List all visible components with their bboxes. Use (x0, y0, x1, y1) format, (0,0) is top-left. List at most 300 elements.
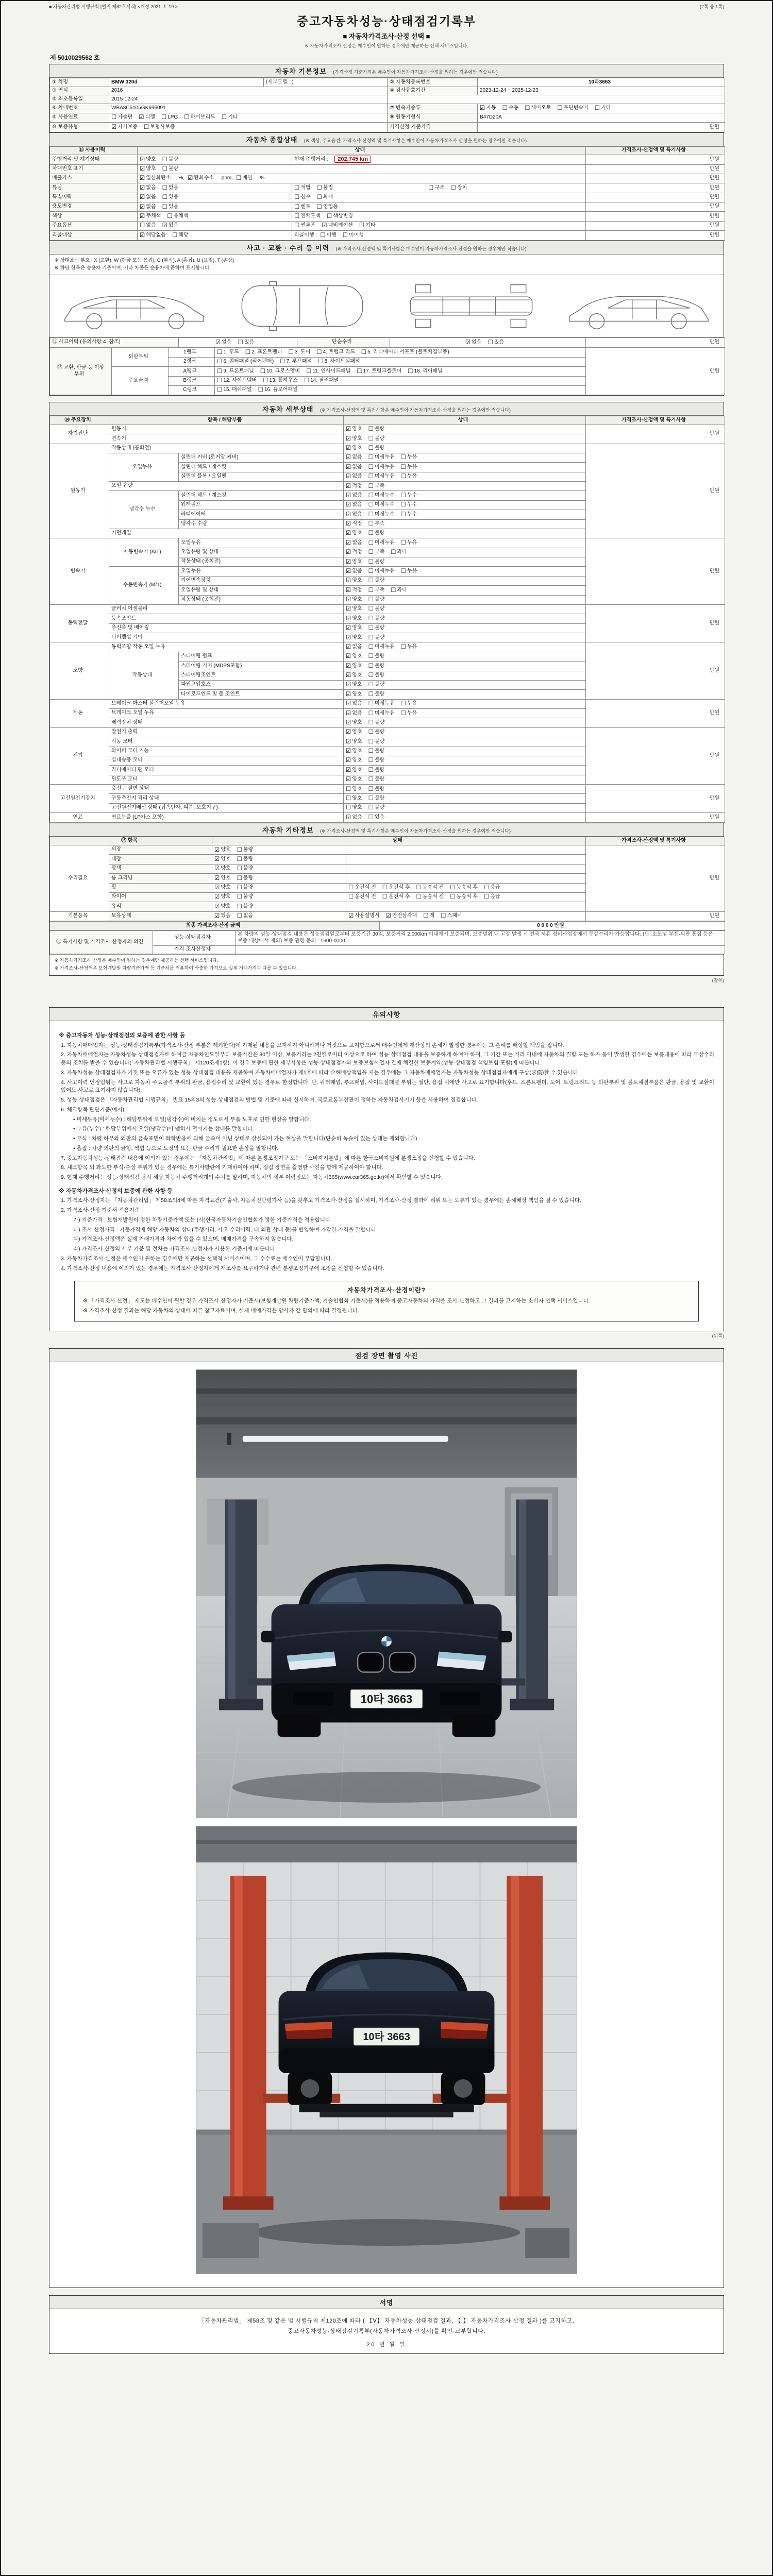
photos-title (49, 1349, 724, 1362)
cell-text: 원동기 (111, 426, 126, 432)
checkbox-unchecked[interactable] (260, 368, 300, 375)
checkbox-checked[interactable] (346, 483, 362, 490)
checkbox-unchecked[interactable] (382, 884, 410, 891)
checkbox-unchecked[interactable] (306, 368, 350, 375)
checkbox-checked[interactable] (386, 912, 417, 920)
form-cell (50, 212, 138, 221)
form-cell (179, 491, 344, 500)
checkbox-unchecked[interactable] (368, 757, 385, 764)
checkbox-checked[interactable] (214, 884, 231, 891)
checkbox-unchecked[interactable] (343, 232, 364, 239)
cell-text: ① 차명 (52, 79, 69, 85)
checkbox-unchecked[interactable] (368, 814, 385, 821)
checkbox-unchecked[interactable] (368, 663, 385, 670)
checkbox-unchecked[interactable] (161, 114, 178, 121)
checkbox-unchecked[interactable] (217, 377, 257, 384)
checkbox-label: 양호 (352, 530, 362, 536)
checkbox-unchecked[interactable] (368, 634, 385, 641)
form-cell (388, 104, 478, 113)
check-cell (344, 595, 586, 604)
note-line: • 흠집 : 차량 외판의 긁힘, 찍힘 등으로 도장막 또는 판금 수리가 필요한 손상을 말합니다. (73, 1145, 279, 1151)
note-line: 2. 가격조사·산정 기준서 적용기준 (61, 1207, 140, 1213)
checkbox-label: 자동 (486, 105, 496, 111)
form-cell (112, 367, 169, 395)
checkbox-checked[interactable] (346, 511, 362, 518)
checkbox-unchecked[interactable] (368, 577, 385, 584)
checkbox-unchecked[interactable] (401, 473, 417, 480)
checkbox-checked[interactable] (346, 549, 362, 556)
checkbox-unchecked[interactable] (525, 105, 551, 112)
checkbox-unchecked[interactable] (258, 386, 298, 394)
checkbox-box-icon: ☑ (346, 748, 351, 754)
checkbox-unchecked[interactable] (263, 377, 298, 384)
cell-text: 룸 크리닝 (111, 875, 133, 881)
checkbox-unchecked[interactable] (428, 184, 445, 192)
car-diagram-underbody-icon (392, 279, 549, 333)
checkbox-unchecked[interactable] (368, 596, 385, 603)
checkbox-checked[interactable] (346, 558, 362, 566)
checkbox-checked[interactable] (140, 194, 156, 201)
checkbox-unchecked[interactable] (401, 501, 417, 509)
checkbox-checked[interactable] (346, 587, 362, 594)
checkbox-unchecked[interactable] (348, 884, 376, 891)
checkbox-box-icon: ☐ (294, 194, 300, 201)
document-subtitle: ■ 자동차가격조사·산정 선택 ■ (343, 32, 430, 40)
checkbox-unchecked[interactable] (401, 454, 417, 461)
checkbox-checked[interactable] (214, 912, 231, 920)
checkbox-checked[interactable] (139, 114, 155, 121)
checkbox-unchecked[interactable] (368, 643, 395, 651)
checkbox-unchecked[interactable] (236, 175, 253, 182)
checkbox-checked[interactable] (346, 643, 362, 651)
checkbox-checked[interactable] (214, 903, 231, 910)
check-cell (344, 709, 586, 718)
checkbox-unchecked[interactable] (368, 473, 395, 480)
checkbox-unchecked[interactable] (368, 492, 395, 499)
checkbox-unchecked[interactable] (401, 539, 417, 547)
checkbox-label: LPG (167, 114, 178, 121)
notice-title-text: 유의사항 (372, 1011, 401, 1019)
checkbox-checked[interactable] (214, 865, 231, 872)
checkbox-checked[interactable] (214, 856, 231, 863)
checkbox-unchecked[interactable] (391, 549, 407, 556)
cell-text: 변속기 (111, 435, 126, 442)
checkbox-unchecked[interactable] (557, 105, 589, 112)
checkbox-unchecked[interactable] (416, 893, 444, 901)
checkbox-unchecked[interactable] (294, 184, 311, 192)
checkbox-checked[interactable] (214, 875, 231, 882)
checkbox-label: 불량 (374, 691, 385, 697)
checkbox-unchecked[interactable] (162, 165, 179, 173)
checkbox-unchecked[interactable] (222, 114, 238, 121)
form-cell (50, 183, 138, 193)
checkbox-unchecked[interactable] (408, 368, 443, 375)
checkbox-checked[interactable] (140, 156, 156, 163)
checkbox-unchecked[interactable] (368, 445, 385, 452)
checkbox-box-icon: ☐ (368, 663, 374, 669)
checkbox-unchecked[interactable] (401, 700, 417, 707)
checkbox-box-icon: ☑ (346, 625, 351, 632)
cell-text: ⑮ 항목 (121, 838, 138, 843)
checkbox-checked[interactable] (188, 175, 214, 182)
checkbox-unchecked[interactable] (294, 222, 315, 229)
checkbox-checked[interactable] (346, 539, 362, 547)
checkbox-checked[interactable] (346, 681, 362, 688)
checkbox-checked[interactable] (140, 175, 171, 182)
photos-title-text: 점검 장면 촬영 사진 (355, 1351, 418, 1360)
checkbox-unchecked[interactable] (401, 643, 417, 651)
checkbox-box-icon: ☐ (245, 349, 251, 355)
checkbox-label: 13. 휠하우스 (269, 378, 298, 383)
inspection-photo-rear (196, 1826, 577, 2274)
checkbox-unchecked[interactable] (368, 719, 385, 726)
checkbox-unchecked[interactable] (368, 728, 385, 736)
cell-text: 자기진단 (68, 431, 88, 437)
checkbox-checked[interactable] (346, 445, 362, 452)
cell-text: ⑩ 보증유형 (52, 124, 78, 130)
checkbox-unchecked[interactable] (423, 912, 434, 920)
checkbox-unchecked[interactable] (441, 912, 462, 920)
checkbox-unchecked[interactable] (368, 530, 385, 537)
form-cell (586, 416, 725, 425)
checkbox-unchecked[interactable] (484, 884, 500, 891)
checkbox-unchecked[interactable] (346, 795, 362, 802)
checkbox-unchecked[interactable] (357, 368, 401, 375)
checkbox-label: 양호 (352, 634, 362, 640)
checkbox-unchecked[interactable] (238, 339, 255, 346)
checkbox-checked[interactable] (140, 184, 156, 192)
checkbox-unchecked[interactable] (317, 194, 333, 201)
checkbox-checked[interactable] (346, 634, 362, 641)
checkbox-unchecked[interactable] (172, 232, 189, 239)
checkbox-unchecked[interactable] (167, 213, 188, 220)
checkbox-unchecked[interactable] (368, 700, 395, 707)
checkbox-checked[interactable] (346, 700, 362, 707)
checkbox-checked[interactable] (465, 339, 482, 346)
checkbox-checked[interactable] (346, 776, 362, 783)
checkbox-unchecked[interactable] (245, 349, 282, 356)
checkbox-unchecked[interactable] (416, 884, 444, 891)
checkbox-box-icon: ☑ (214, 856, 220, 862)
checkbox-unchecked[interactable] (294, 204, 311, 211)
checkbox-unchecked[interactable] (401, 511, 417, 518)
checkbox-unchecked[interactable] (162, 204, 179, 211)
checkbox-checked[interactable] (140, 213, 161, 220)
checkbox-label: 누수 (407, 492, 417, 498)
checkbox-checked[interactable] (346, 568, 362, 575)
cell-text: 오일유량 및 상태 (181, 549, 219, 555)
form-cell (50, 604, 109, 642)
checkbox-checked[interactable] (140, 204, 156, 211)
checkbox-box-icon: ☑ (140, 213, 145, 219)
form-cell (346, 874, 586, 883)
checkbox-box-icon: ☑ (346, 597, 351, 603)
checkbox-checked[interactable] (215, 339, 232, 346)
cell-text: 본 차량의 성능·상태점검 내용은 성능점검일로부터 보증기간 30일, 보증거리 2,000km 이내에서 보증되며, 보증범위 내 고장 발생 시 전국 제휴 정비사업장에서 무상수리가 가능합니다. (단, 소모성 부품·외관 흠집 등은 보증 대상에서 제외) 보증 관련 문의 : 1600-0000 (238, 931, 713, 944)
checkbox-unchecked[interactable] (368, 653, 385, 660)
checkbox-unchecked[interactable] (450, 884, 478, 891)
checkbox-unchecked[interactable] (368, 558, 385, 566)
checkbox-unchecked[interactable] (237, 856, 254, 863)
checkbox-checked[interactable] (346, 672, 362, 679)
checkbox-checked[interactable] (346, 710, 362, 717)
checkbox-unchecked[interactable] (391, 587, 407, 594)
checkbox-unchecked[interactable] (162, 156, 179, 163)
checkbox-unchecked[interactable] (368, 795, 385, 802)
checkbox-unchecked[interactable] (368, 520, 385, 528)
checkbox-checked[interactable] (346, 501, 362, 509)
checkbox-label: 동승석 후 (456, 885, 478, 890)
checkbox-checked[interactable] (346, 464, 362, 471)
checkbox-unchecked[interactable] (595, 105, 611, 112)
checkbox-checked[interactable] (346, 615, 362, 622)
cell-text: A랭크 (183, 368, 197, 374)
form-cell (179, 453, 344, 462)
checkbox-unchecked[interactable] (316, 349, 355, 356)
checkbox-checked[interactable] (140, 165, 156, 173)
checkbox-label: 미세누수 (374, 502, 395, 508)
checkbox-unchecked[interactable] (368, 672, 385, 679)
signature-statement-1: 「자동차관리법」 제58조 및 같은 법 시행규칙 제120조에 따라 ( 【Ⅴ】 자동차성능·상태점검 결과, 【 】 자동차가격조사·산정 결과 )를 고지하고, (198, 2317, 575, 2324)
checkbox-unchecked[interactable] (502, 105, 519, 112)
cell-text: 배력장치 상태 (111, 719, 143, 725)
check-cell (344, 444, 586, 453)
checkbox-checked[interactable] (346, 719, 362, 726)
checkbox-unchecked[interactable] (368, 426, 385, 433)
checkbox-unchecked[interactable] (368, 605, 385, 613)
checkbox-unchecked[interactable] (368, 464, 395, 471)
checkbox-unchecked[interactable] (289, 349, 311, 356)
checkbox-box-icon: ☐ (221, 114, 227, 121)
checkbox-checked[interactable] (214, 846, 231, 854)
checkbox-checked[interactable] (346, 624, 362, 632)
form-cell (109, 529, 344, 538)
checkbox-unchecked[interactable] (368, 587, 385, 594)
checkbox-unchecked[interactable] (368, 501, 395, 509)
checkbox-unchecked[interactable] (368, 624, 385, 632)
checkbox-checked[interactable] (111, 124, 138, 131)
checkbox-label: 적정 (352, 483, 362, 489)
checkbox-unchecked[interactable] (368, 568, 395, 575)
checkbox-box-icon: ☐ (400, 473, 406, 480)
checkbox-unchecked[interactable] (401, 492, 417, 499)
checkbox-checked[interactable] (346, 728, 362, 736)
car-diagram-side-left-icon (56, 279, 213, 333)
checkbox-unchecked[interactable] (237, 893, 254, 901)
checkbox-unchecked[interactable] (368, 738, 385, 745)
checkbox-label: 불량 (374, 578, 385, 584)
check-cell (344, 538, 586, 548)
checkbox-checked[interactable] (346, 473, 362, 480)
checkbox-checked[interactable] (346, 653, 362, 660)
checkbox-unchecked[interactable] (368, 483, 385, 490)
checkbox-label: 미세누유 (374, 568, 395, 574)
checkbox-label: 없음 (472, 339, 482, 345)
checkbox-checked[interactable] (480, 105, 496, 112)
checkbox-unchecked[interactable] (294, 213, 321, 220)
checkbox-unchecked[interactable] (327, 213, 353, 220)
checkbox-unchecked[interactable] (346, 804, 362, 811)
checkbox-unchecked[interactable] (382, 893, 410, 901)
checkbox-unchecked[interactable] (451, 184, 467, 192)
checkbox-unchecked[interactable] (368, 539, 395, 547)
checkbox-unchecked[interactable] (401, 710, 417, 717)
checkbox-box-icon: ☐ (400, 454, 406, 461)
form-cell (586, 699, 725, 727)
checkbox-unchecked[interactable] (237, 875, 254, 882)
checkbox-unchecked[interactable] (484, 893, 500, 901)
checkbox-unchecked[interactable] (237, 846, 254, 854)
checkbox-unchecked[interactable] (162, 184, 179, 192)
checkbox-checked[interactable] (346, 530, 362, 537)
checkbox-unchecked[interactable] (346, 786, 362, 793)
checkbox-label: 무채색 (146, 213, 161, 219)
checkbox-unchecked[interactable] (368, 454, 395, 461)
checkbox-unchecked[interactable] (368, 511, 395, 518)
final-price-table (49, 921, 725, 930)
checkbox-unchecked[interactable] (359, 222, 376, 229)
checkbox-label: 양호 (352, 445, 362, 451)
checkbox-unchecked[interactable] (294, 194, 311, 201)
cell-text: 스티어링 기어 (MDPS포함) (181, 663, 242, 669)
checkbox-checked[interactable] (346, 520, 362, 528)
form-cell (179, 463, 344, 472)
checkbox-unchecked[interactable] (401, 568, 417, 575)
checkbox-unchecked[interactable] (304, 377, 339, 384)
price-appraisal-box-title: 자동차가격조사·산정이란? (347, 1286, 426, 1294)
checkbox-checked[interactable] (346, 454, 362, 461)
checkbox-checked[interactable] (346, 435, 362, 443)
checkbox-checked[interactable] (346, 738, 362, 745)
checkbox-unchecked[interactable] (144, 124, 175, 131)
checkbox-checked[interactable] (348, 912, 380, 920)
checkbox-label: 양호 (221, 846, 231, 853)
checkbox-checked[interactable] (140, 232, 166, 239)
checkbox-checked[interactable] (346, 767, 362, 774)
checkbox-box-icon: ☐ (368, 464, 374, 470)
checkbox-unchecked[interactable] (368, 549, 385, 556)
etc-info-table (49, 837, 725, 922)
checkbox-unchecked[interactable] (450, 893, 478, 901)
checkbox-unchecked[interactable] (237, 865, 254, 872)
checkbox-checked[interactable] (346, 492, 362, 499)
cell-text: ⑦ 변속기종류 (390, 105, 421, 111)
section-notice (49, 1007, 724, 1331)
form-cell (109, 718, 344, 727)
checkbox-unchecked[interactable] (361, 349, 449, 356)
checkbox-unchecked[interactable] (237, 912, 254, 920)
checkbox-unchecked[interactable] (318, 358, 360, 365)
checkbox-unchecked[interactable] (368, 786, 385, 793)
checkbox-checked[interactable] (346, 757, 362, 764)
notice-body (49, 1021, 724, 1331)
checkbox-unchecked[interactable] (320, 232, 337, 239)
checkbox-checked[interactable] (346, 577, 362, 584)
note-line: 3. 자동차가격조사·산정은 매수인이 원하는 경우에만 제공하는 선택적 서비스이며, 그 수수료는 매수인이 부담합니다. (61, 1255, 332, 1262)
detail-title (49, 402, 724, 416)
checkbox-unchecked[interactable] (317, 204, 338, 211)
checkbox-unchecked[interactable] (140, 222, 156, 229)
checkbox-checked[interactable] (346, 596, 362, 603)
checkbox-unchecked[interactable] (368, 691, 385, 698)
checkbox-box-icon: ☐ (294, 223, 300, 229)
form-cell (586, 231, 725, 240)
checkbox-box-icon: ☐ (368, 795, 374, 802)
checkbox-unchecked[interactable] (368, 435, 385, 443)
checkbox-unchecked[interactable] (237, 884, 254, 891)
checkbox-unchecked[interactable] (317, 184, 333, 192)
cell-text: 만원 (709, 620, 720, 626)
note-line: 9. 현재 주행거리는 성능·상태점검 당시 해당 자동차 주행거리계의 수치를 말하며, 자동차의 세부 이력정보는 자동차365(www.car365.go.kr)에서 확인할 수 있습니다. (61, 1174, 443, 1180)
checkbox-unchecked[interactable] (368, 710, 395, 717)
form-cell (586, 212, 725, 221)
checkbox-unchecked[interactable] (162, 194, 179, 201)
checkbox-label: 없음 (352, 539, 362, 546)
checkbox-checked[interactable] (346, 814, 362, 821)
cell-text: 만원 (709, 232, 720, 238)
checkbox-checked[interactable] (322, 222, 353, 229)
checkbox-unchecked[interactable] (368, 681, 385, 688)
check-cell (344, 690, 586, 699)
checkbox-box-icon: ☐ (357, 368, 362, 375)
checkbox-checked[interactable] (214, 893, 231, 901)
cell-text: 상태 (458, 417, 468, 423)
checkbox-unchecked[interactable] (348, 893, 376, 901)
checkbox-unchecked[interactable] (217, 368, 254, 375)
checkbox-unchecked[interactable] (237, 903, 254, 910)
cell-text: (세부모델 : ) (266, 79, 294, 85)
checkbox-box-icon: ☐ (368, 539, 374, 546)
checkbox-checked[interactable] (346, 605, 362, 613)
checkbox-label: 불량 (168, 156, 179, 162)
checkbox-label: 양호 (352, 757, 362, 764)
checkbox-unchecked[interactable] (280, 358, 312, 365)
checkbox-unchecked[interactable] (184, 114, 215, 121)
checkbox-checked[interactable] (346, 691, 362, 698)
checkbox-unchecked[interactable] (488, 339, 505, 346)
checkbox-checked[interactable] (346, 748, 362, 755)
form-cell (388, 78, 478, 87)
checkbox-label: 썬루프 (300, 223, 316, 229)
checkbox-unchecked[interactable] (401, 464, 417, 471)
checkbox-unchecked[interactable] (368, 615, 385, 622)
checkbox-checked[interactable] (162, 222, 179, 229)
checkbox-box-icon: ☐ (400, 539, 406, 546)
cell-text: B랭크 (183, 377, 197, 383)
checkbox-unchecked[interactable] (217, 386, 252, 394)
checkbox-label: 없음 (352, 814, 362, 820)
overall-condition-table (49, 146, 725, 241)
checkbox-box-icon: ☑ (111, 124, 117, 130)
checkbox-unchecked[interactable] (368, 804, 385, 811)
cell-text: 광택 (111, 866, 122, 872)
checkbox-unchecked[interactable] (368, 748, 385, 755)
checkbox-checked[interactable] (346, 663, 362, 670)
checkbox-unchecked[interactable] (368, 776, 385, 783)
checkbox-checked[interactable] (346, 426, 362, 433)
checkbox-label: 미세누유 (374, 473, 395, 480)
checkbox-label: 안전삼각대 (392, 913, 417, 919)
check-cell (344, 642, 586, 652)
form-cell (586, 727, 725, 784)
checkbox-box-icon: ☐ (594, 105, 600, 111)
checkbox-unchecked[interactable] (111, 114, 132, 121)
checkbox-unchecked[interactable] (217, 358, 274, 365)
checkbox-unchecked[interactable] (368, 767, 385, 774)
checkbox-unchecked[interactable] (217, 349, 239, 356)
checkbox-label: 불량 (243, 856, 254, 862)
checkbox-label: 있음 (374, 814, 385, 820)
